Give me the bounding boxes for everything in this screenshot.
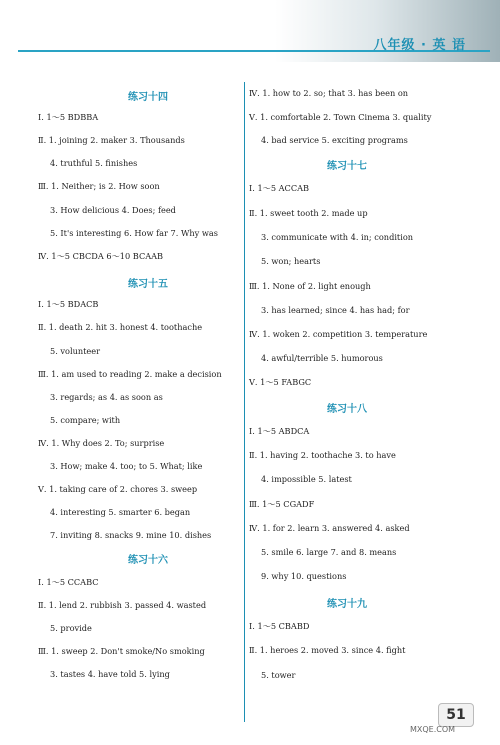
answer-line: Ⅲ. 1. sweep 2. Don't smoke/No smoking [38,646,205,656]
answer-line: Ⅳ. 1. how to 2. so; that 3. has been on [249,88,409,98]
answer-line: Ⅳ. 1～5 CBCDA 6～10 BCAAB [38,251,164,261]
answer-line: 3. How delicious 4. Does; feed [50,205,176,215]
answer-line: Ⅱ. 1. death 2. hit 3. honest 4. toothache [38,322,203,332]
answer-line: 5. provide [50,623,92,633]
section-title: 练习十八 [327,404,367,415]
answer-line: Ⅰ. 1～5 BDACB [38,299,99,309]
section-title: 练习十九 [327,599,367,610]
answer-line: Ⅱ. 1. lend 2. rubbish 3. passed 4. wasted [38,600,207,610]
answer-line: Ⅰ. 1～5 ACCAB [249,183,310,193]
answer-line: Ⅰ. 1～5 CCABC [38,577,99,587]
section-title: 练习十四 [128,92,168,103]
answer-line: 7. inviting 8. snacks 9. mine 10. dishes [50,530,212,540]
answer-line: 3. regards; as 4. as soon as [50,392,163,402]
answer-line: Ⅴ. 1. comfortable 2. Town Cinema 3. quality [249,112,432,122]
column-divider [244,82,245,722]
watermark: MXQE.COM [410,725,456,734]
answer-line: Ⅳ. 1. woken 2. competition 3. temperature [249,329,428,339]
answer-line: 4. interesting 5. smarter 6. began [50,507,191,517]
header-title: 八年级 · 英 语 [373,38,466,53]
answer-line: Ⅴ. 1～5 FABGC [249,377,312,387]
answer-line: Ⅰ. 1～5 BDBBA [38,112,99,122]
answer-line: 5. won; hearts [261,256,321,266]
answer-line: Ⅳ. 1. for 2. learn 3. answered 4. asked [249,523,410,533]
answer-line: 5. compare; with [50,415,121,425]
answer-line: Ⅱ. 1. joining 2. maker 3. Thousands [38,135,185,145]
page-number: 51 [438,703,474,727]
answer-line: 3. tastes 4. have told 5. lying [50,669,170,679]
answer-line: 4. awful/terrible 5. humorous [261,353,383,363]
answer-line: 4. impossible 5. latest [261,474,352,484]
answer-line: 9. why 10. questions [261,571,347,581]
answer-line: Ⅱ. 1. heroes 2. moved 3. since 4. fight [249,645,406,655]
answer-line: Ⅰ. 1～5 CBABD [249,621,310,631]
answer-line: 5. tower [261,670,296,680]
answer-line: Ⅲ. 1. None of 2. light enough [249,281,371,291]
answer-line: 3. communicate with 4. in; condition [261,232,414,242]
answer-line: Ⅰ. 1～5 ABDCA [249,426,310,436]
answer-line: 4. bad service 5. exciting programs [261,135,408,145]
answer-line: 5. smile 6. large 7. and 8. means [261,547,397,557]
answer-line: 5. It's interesting 6. How far 7. Why was [50,228,218,238]
answer-line: Ⅲ. 1. Neither; is 2. How soon [38,181,160,191]
answer-line: Ⅲ. 1. am used to reading 2. make a decision [38,369,222,379]
answer-line: 3. How; make 4. too; to 5. What; like [50,461,203,471]
section-title: 练习十六 [128,555,168,566]
section-title: 练习十五 [128,279,168,290]
answer-line: 4. truthful 5. finishes [50,158,138,168]
answer-line: Ⅱ. 1. having 2. toothache 3. to have [249,450,396,460]
answer-line: 3. has learned; since 4. has had; for [261,305,410,315]
section-title: 练习十七 [327,161,367,172]
answer-line: 5. volunteer [50,346,101,356]
answer-line: Ⅱ. 1. sweet tooth 2. made up [249,208,368,218]
answer-line: Ⅴ. 1. taking care of 2. chores 3. sweep [38,484,198,494]
answer-line: Ⅲ. 1～5 CGADF [249,499,315,509]
answer-line: Ⅳ. 1. Why does 2. To; surprise [38,438,165,448]
